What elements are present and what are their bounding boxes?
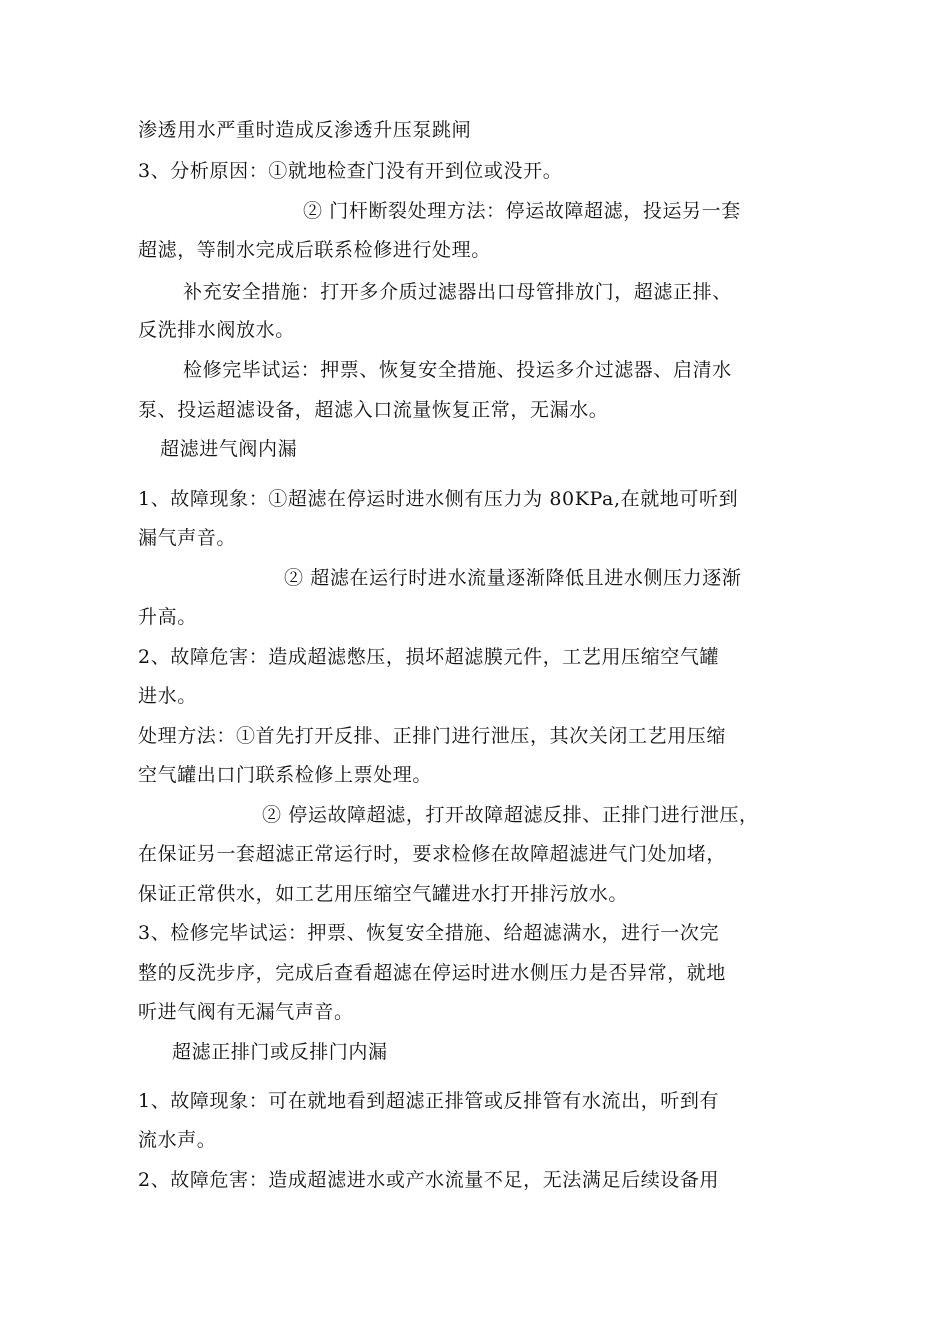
text-line-20: 保证正常供水，如工艺用压缩空气罐进水打开排污放水。	[138, 883, 629, 905]
text-line-27: 2、故障危害：造成超滤进水或产水流量不足，无法满足后续设备用	[138, 1169, 720, 1191]
text-line-3: ② 门杆断裂处理方法：停运故障超滤，投运另一套	[303, 200, 741, 222]
text-line-11: 漏气声音。	[138, 527, 237, 549]
text-line-18: ② 停运故障超滤，打开故障超滤反排、正排门进行泄压，	[262, 804, 759, 826]
text-line-17: 空气罐出口门联系检修上票处理。	[138, 764, 433, 786]
text-line-1: 渗透用水严重时造成反渗透升压泵跳闸	[138, 119, 472, 141]
text-line-15: 进水。	[138, 685, 197, 707]
text-line-13: 升高。	[138, 606, 197, 628]
text-line-14: 2、故障危害：造成超滤憋压，损坏超滤膜元件，工艺用压缩空气罐	[138, 646, 720, 668]
text-line-19: 在保证另一套超滤正常运行时，要求检修在故障超滤进气门处加堵，	[138, 843, 727, 865]
text-line-5: 补充安全措施：打开多介质过滤器出口母管排放门，超滤正排、	[183, 281, 732, 303]
text-line-23: 听进气阀有无漏气声音。	[138, 1001, 354, 1023]
text-line-10: 1、故障现象：①超滤在停运时进水侧有压力为 80KPa,在就地可听到	[138, 488, 739, 510]
text-line-2: 3、分析原因：①就地检查门没有开到位或没开。	[138, 160, 563, 182]
text-line-25: 1、故障现象：可在就地看到超滤正排管或反排管有水流出，听到有	[138, 1090, 720, 1112]
text-line-8: 泵、投运超滤设备，超滤入口流量恢复正常，无漏水。	[138, 399, 609, 421]
text-line-4: 超滤，等制水完成后联系检修进行处理。	[138, 239, 491, 261]
section-heading-2: 超滤正排门或反排门内漏	[172, 1041, 388, 1063]
text-line-21: 3、检修完毕试运：押票、恢复安全措施、给超滤满水，进行一次完	[138, 922, 720, 944]
text-line-22: 整的反洗步序，完成后查看超滤在停运时进水侧压力是否异常，就地	[138, 962, 727, 984]
text-line-7: 检修完毕试运：押票、恢复安全措施、投运多介过滤器、启清水	[183, 359, 732, 381]
text-line-26: 流水声。	[138, 1129, 217, 1151]
section-heading-1: 超滤进气阀内漏	[160, 438, 298, 460]
text-line-16: 处理方法：①首先打开反排、正排门进行泄压，其次关闭工艺用压缩	[138, 725, 727, 747]
text-line-6: 反洗排水阀放水。	[138, 319, 295, 341]
text-line-12: ② 超滤在运行时进水流量逐渐降低且进水侧压力逐渐	[284, 567, 742, 589]
